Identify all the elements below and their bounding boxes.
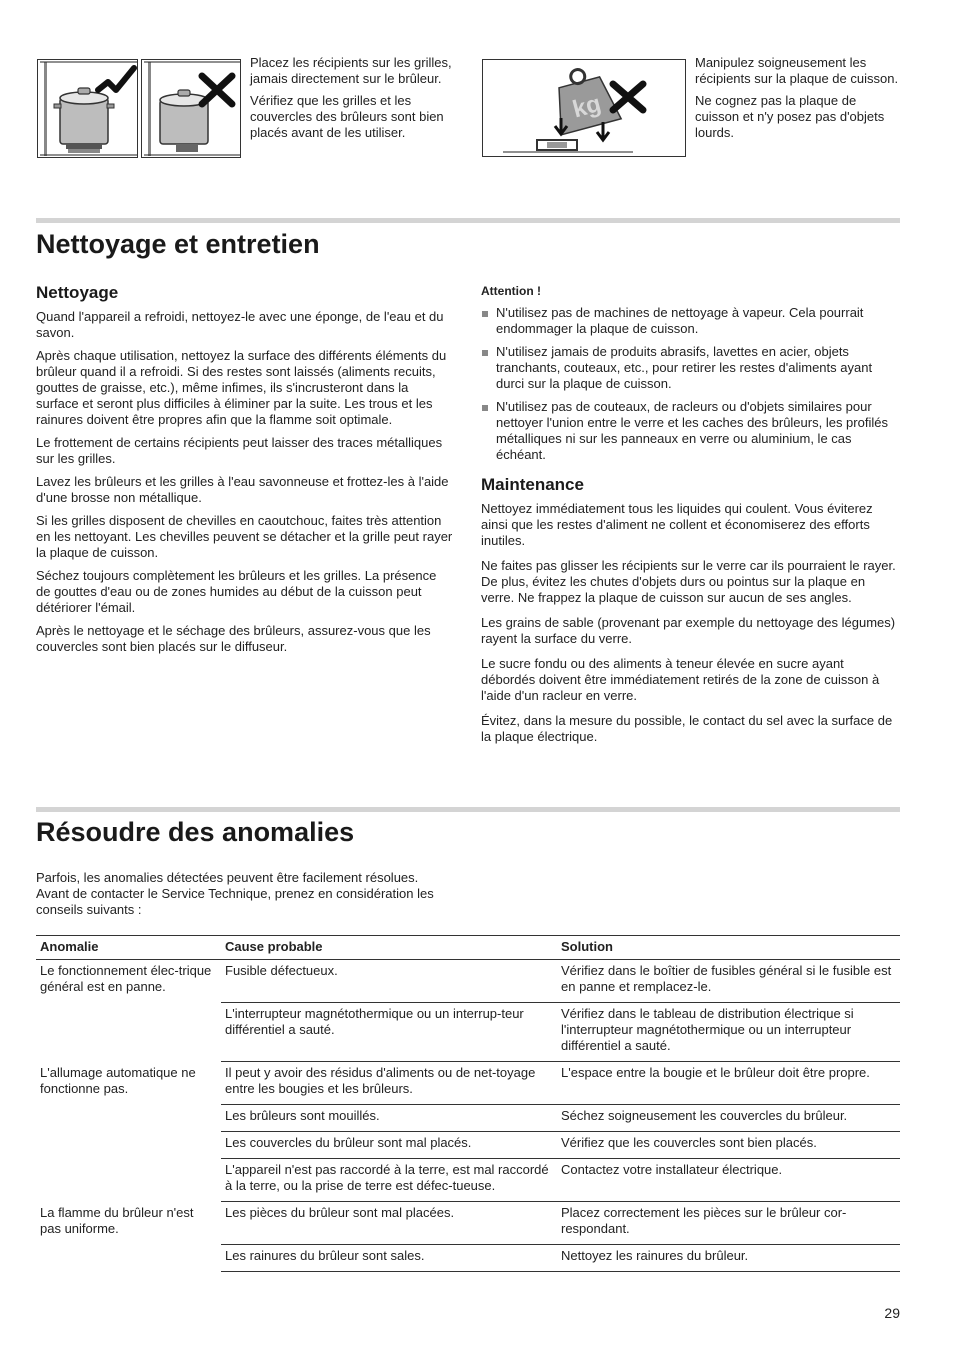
page-number: 29 [884,1305,900,1321]
section-divider [36,218,900,223]
table-row [36,1202,900,1245]
pot-on-burner-cross-icon [142,60,241,158]
solution-cell: Vérifiez que les couvercles sont bien placés. [557,1132,900,1159]
cause-cell: Il peut y avoir des résidus d'aliments ou de net-toyage entre les bougies et les brûleurs. [221,1062,557,1105]
anomaly-cell: La flamme du brûleur n'est pas uniforme. [40,1204,194,1236]
paragraph: Si les grilles disposent de chevilles en caoutchouc, faites très attention en les nettoyant. Les chevilles peuvent se détacher et la grille peut rayer la plaque de cuisson. [36,513,453,560]
troubleshooting-table [36,935,900,1272]
section-title-cleaning: Nettoyage et entretien [36,229,320,259]
list-item: N'utilisez pas de couteaux, de racleurs ou d'objets similaires pour nettoyer l'union entre le verre et les caches des brûleurs, les profilés métalliques ni sur les panneaux en verre ou aluminium, le cas échéant. [481,399,900,463]
solution-cell: L'espace entre la bougie et le brûleur doit être propre. [557,1062,900,1105]
cause-cell: Fusible défectueux. [221,960,557,1003]
paragraph: Ne faites pas glisser les récipients sur le verre car ils pourraient le rayer. De plus, évitez les chutes d'objets durs ou pointus sur la plaque en verre. Ne frappez la plaque de cuisson sur aucun de ses angles. [481,558,896,605]
cause-cell: L'appareil n'est pas raccordé à la terre, est mal raccordé à la terre, ou la prise de terre est défec-tueuse. [221,1159,557,1202]
solution-cell: Placez correctement les pièces sur le brûleur cor-respondant. [557,1202,900,1245]
column-header-cause: Cause probable [221,936,557,960]
troubleshooting-intro: Parfois, les anomalies détectées peuvent être facilement résolues. Avant de contacter le Service Technique, prenez en considération les conseils suivants : [36,870,434,917]
paragraph: Après le nettoyage et le séchage des brûleurs, assurez-vous que les couvercles sont bien placés sur le diffuseur. [36,623,431,654]
column-header-solution: Solution [557,936,900,960]
subheading-nettoyage: Nettoyage [36,283,119,302]
table-header-row [36,936,900,960]
pot-on-grate-check-icon [38,60,138,158]
paragraph: Nettoyez immédiatement tous les liquides qui coulent. Vous éviterez ainsi que les restes d'aliment ne collent et économiserez des efforts inutiles. [481,501,873,548]
paragraph: Les grains de sable (provenant par exemple du nettoyage des légumes) rayent la surface du verre. [481,615,896,646]
column-header-anomalie: Anomalie [36,936,221,960]
paragraph: Le frottement de certains récipients peut laisser des traces métalliques sur les grilles. [36,435,443,466]
solution-cell: Contactez votre installateur électrique. [557,1159,900,1202]
heavy-object-illustration [482,59,686,157]
paragraph: Séchez toujours complètement les brûleurs et les grilles. La présence de gouttes d'eau ou de zones humides au début de la cuisson peut détériorer l'émail. [36,568,437,615]
solution-cell: Nettoyez les rainures du brûleur. [557,1245,900,1272]
handling-text [695,55,900,147]
attention-maintenance-column [481,283,900,752]
attention-list [481,305,900,463]
subheading-maintenance: Maintenance [481,475,584,494]
section-divider [36,807,900,812]
anomaly-cell: Le fonctionnement élec-trique général est en panne. [40,963,212,994]
cause-cell: Les rainures du brûleur sont sales. [221,1245,557,1272]
paragraph: Lavez les brûleurs et les grilles à l'eau savonneuse et frottez-les à l'aide d'une brosse non métallique. [36,474,449,505]
pot-placement-text [250,55,455,147]
solution-cell: Vérifiez dans le tableau de distribution électrique si l'interrupteur magnétothermique ou un interrupteur différentiel a sauté. [557,1003,900,1062]
troubleshooting-table-wrap [36,935,900,1272]
table-row [36,960,900,1003]
solution-cell: Séchez soigneusement les couvercles du brûleur. [557,1105,900,1132]
anomaly-cell: L'allumage automatique ne fonctionne pas. [40,1064,196,1096]
table-row [36,1062,900,1105]
pot-correct-illustration [37,59,138,158]
paragraph: Après chaque utilisation, nettoyez la surface des différents éléments du brûleur quand il a refroidi. Si des restes sont laissés (aliments recuits, gouttes de graisse, etc.), même infimes, ils s'incrusteront dans la surface et seront plus difficiles à éliminer par la suite. Les trous et les rainures doivent être propres afin que la flamme soit optimale. [36,348,447,427]
cleaning-column [36,283,454,662]
paragraph: Quand l'appareil a refroidi, nettoyez-le avec une éponge, de l'eau et du savon. [36,309,444,340]
weight-kg-label: kg [569,90,604,124]
cause-cell: Les couvercles du brûleur sont mal placés. [221,1132,557,1159]
cause-cell: Les pièces du brûleur sont mal placées. [221,1202,557,1245]
cause-cell: Les brûleurs sont mouillés. [221,1105,557,1132]
section-title-troubleshooting: Résoudre des anomalies [36,817,355,847]
paragraph: Ne cognez pas la plaque de cuisson et n'y posez pas d'objets lourds. [695,93,885,140]
weight-on-hob-cross-icon [483,60,687,158]
paragraph: Vérifiez que les grilles et les couvercles des brûleurs sont bien placés avant de les utiliser. [250,93,444,140]
paragraph: Manipulez soigneusement les récipients sur la plaque de cuisson. [695,55,899,86]
cause-cell: L'interrupteur magnétothermique ou un interrup-teur différentiel a sauté. [221,1003,557,1062]
paragraph: Placez les récipients sur les grilles, jamais directement sur le brûleur. [250,55,452,86]
paragraph: Le sucre fondu ou des aliments à teneur élevée en sucre ayant débordés doivent être immédiatement retirés de la zone de cuisson à l'aide d'un racleur en verre. [481,656,880,703]
attention-label: Attention ! [481,284,541,298]
pot-incorrect-illustration [141,59,241,158]
solution-cell: Vérifiez dans le boîtier de fusibles général si le fusible est en panne et remplacez-le. [557,960,900,1003]
paragraph: Évitez, dans la mesure du possible, le contact du sel avec la surface de la plaque électrique. [481,713,893,744]
list-item: N'utilisez pas de machines de nettoyage à vapeur. Cela pourrait endommager la plaque de cuisson. [481,305,900,337]
list-item: N'utilisez jamais de produits abrasifs, lavettes en acier, objets tranchants, couteaux, etc., pour retirer les restes d'aliments ayant durci sur la plaque de cuisson. [481,344,900,392]
